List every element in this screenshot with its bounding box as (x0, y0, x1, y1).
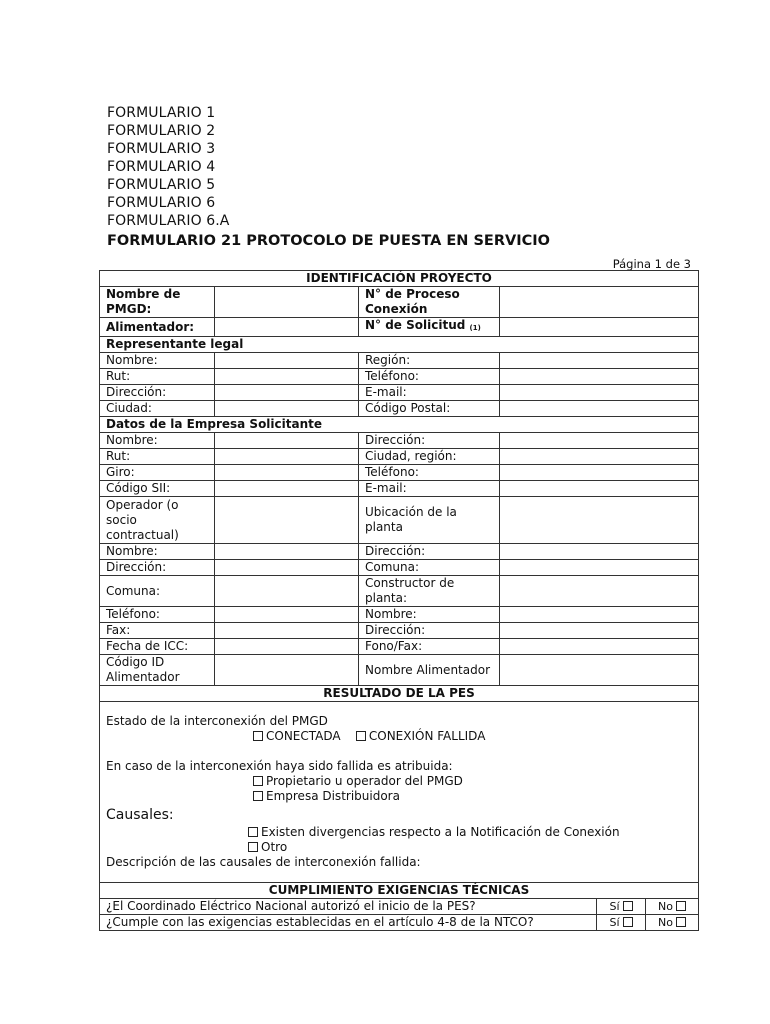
field-alimentador[interactable] (215, 318, 359, 337)
checkbox-otro[interactable] (248, 842, 258, 852)
atribuida-label: En caso de la interconexión haya sido fallida es atribuida: (106, 759, 453, 773)
descripcion-label: Descripción de las causales de interconexión fallida: (106, 855, 421, 869)
label-pl-direccion: Dirección: (359, 544, 500, 560)
checkbox-propietario[interactable] (253, 776, 263, 786)
checkbox-conexion-fallida[interactable] (356, 731, 366, 741)
checkbox-yes-coordinado[interactable] (623, 901, 633, 911)
field-con-fono-fax[interactable] (500, 639, 699, 655)
no-label: No (658, 900, 673, 913)
label-ubicacion-planta: Ubicación de la planta (359, 497, 500, 544)
option-otro-label: Otro (261, 840, 288, 854)
label-operador: Operador (o socio contractual) (100, 497, 215, 544)
field-emp-rut[interactable] (215, 449, 359, 465)
yes-label: Sí (609, 900, 620, 913)
section-identificacion-heading: IDENTIFICACIÓN PROYECTO (100, 271, 699, 287)
field-op-direccion[interactable] (215, 560, 359, 576)
section-representante-heading: Representante legal (100, 337, 699, 353)
checkbox-conectada[interactable] (253, 731, 263, 741)
field-pl-comuna[interactable] (500, 560, 699, 576)
field-emp-direccion[interactable] (500, 433, 699, 449)
question-ntco: ¿Cumple con las exigencias establecidas en el artículo 4-8 de la NTCO? (100, 915, 597, 931)
field-op-comuna[interactable] (215, 576, 359, 607)
field-con-direccion[interactable] (500, 623, 699, 639)
field-rep-codigo-postal[interactable] (500, 401, 699, 417)
checkbox-yes-ntco[interactable] (623, 917, 633, 927)
label-solicitud (359, 318, 500, 337)
causales-label: Causales: (106, 807, 174, 823)
field-op-fax[interactable] (215, 623, 359, 639)
question-coordinado: ¿El Coordinado Eléctrico Nacional autorizó el inicio de la PES? (100, 899, 597, 915)
label-rep-direccion: Dirección: (100, 385, 215, 401)
field-emp-telefono[interactable] (500, 465, 699, 481)
label-pl-comuna: Comuna: (359, 560, 500, 576)
field-emp-ciudad-region[interactable] (500, 449, 699, 465)
label-rep-nombre: Nombre: (100, 353, 215, 369)
label-rep-telefono: Teléfono: (359, 369, 500, 385)
option-propietario (106, 774, 692, 789)
answer-yes-ntco[interactable] (597, 915, 646, 931)
label-constructor-planta: Constructor de planta: (359, 576, 500, 607)
option-conexion-fallida-label: CONEXIÓN FALLIDA (368, 729, 486, 743)
label-codigo-id-alimentador: Código ID Alimentador (100, 655, 215, 686)
option-otro (106, 840, 692, 855)
field-emp-email[interactable] (500, 481, 699, 497)
option-divergencias (106, 825, 692, 840)
label-nombre-pmgd: Nombre de PMGD: (100, 287, 215, 318)
label-alimentador: Alimentador: (100, 318, 215, 337)
field-con-nombre[interactable] (500, 607, 699, 623)
footnote-marker: (1) (469, 324, 481, 332)
field-solicitud[interactable] (500, 318, 699, 337)
estado-options (106, 729, 692, 744)
checkbox-no-coordinado[interactable] (676, 901, 686, 911)
estado-label: Estado de la interconexión del PMGD (106, 714, 328, 728)
option-divergencias-label: Existen divergencias respecto a la Notificación de Conexión (261, 825, 620, 839)
page-number: Página 1 de 3 (612, 257, 691, 271)
resultado-panel (100, 702, 699, 883)
formulario-3: FORMULARIO 3 (107, 141, 216, 157)
field-rep-region[interactable] (500, 353, 699, 369)
formulario-6: FORMULARIO 6 (107, 195, 216, 211)
label-con-direccion: Dirección: (359, 623, 500, 639)
field-nombre-pmgd[interactable] (215, 287, 359, 318)
field-constructor-planta[interactable] (500, 576, 699, 607)
label-con-nombre: Nombre: (359, 607, 500, 623)
label-rep-email: E-mail: (359, 385, 500, 401)
field-emp-codigo-sii[interactable] (215, 481, 359, 497)
label-rep-codigo-postal: Código Postal: (359, 401, 500, 417)
field-emp-nombre[interactable] (215, 433, 359, 449)
no-label: No (658, 916, 673, 929)
field-ubicacion-planta[interactable] (500, 497, 699, 544)
label-op-nombre: Nombre: (100, 544, 215, 560)
field-rep-email[interactable] (500, 385, 699, 401)
formulario-2: FORMULARIO 2 (107, 123, 216, 139)
option-empresa-label: Empresa Distribuidora (266, 789, 400, 803)
field-pl-direccion[interactable] (500, 544, 699, 560)
label-solicitud-text: N° de Solicitud (365, 318, 466, 332)
section-empresa-heading: Datos de la Empresa Solicitante (100, 417, 699, 433)
option-conectada-label: CONECTADA (266, 729, 341, 743)
option-empresa (106, 789, 692, 804)
field-rep-ciudad[interactable] (215, 401, 359, 417)
field-rep-direccion[interactable] (215, 385, 359, 401)
label-rep-rut: Rut: (100, 369, 215, 385)
field-proceso-conexion[interactable] (500, 287, 699, 318)
label-emp-telefono: Teléfono: (359, 465, 500, 481)
field-emp-giro[interactable] (215, 465, 359, 481)
field-fecha-icc[interactable] (215, 639, 359, 655)
option-propietario-label: Propietario u operador del PMGD (266, 774, 463, 788)
form-header-list (107, 104, 550, 251)
field-codigo-id-alimentador[interactable] (215, 655, 359, 686)
label-op-fax: Fax: (100, 623, 215, 639)
label-rep-ciudad: Ciudad: (100, 401, 215, 417)
checkbox-divergencias[interactable] (248, 827, 258, 837)
field-operador[interactable] (215, 497, 359, 544)
label-con-fono-fax: Fono/Fax: (359, 639, 500, 655)
protocol-form-table (99, 270, 699, 931)
page-title: FORMULARIO 21 PROTOCOLO DE PUESTA EN SERVICIO (107, 233, 550, 249)
field-rep-telefono[interactable] (500, 369, 699, 385)
label-emp-email: E-mail: (359, 481, 500, 497)
label-emp-ciudad-region: Ciudad, región: (359, 449, 500, 465)
formulario-5: FORMULARIO 5 (107, 177, 216, 193)
field-rep-nombre[interactable] (215, 353, 359, 369)
field-op-telefono[interactable] (215, 607, 359, 623)
yes-label: Sí (609, 916, 620, 929)
answer-yes-coordinado[interactable] (597, 899, 646, 915)
formulario-4: FORMULARIO 4 (107, 159, 216, 175)
formulario-6a: FORMULARIO 6.A (107, 213, 230, 229)
label-fecha-icc: Fecha de ICC: (100, 639, 215, 655)
label-emp-giro: Giro: (100, 465, 215, 481)
answer-no-coordinado[interactable] (646, 899, 699, 915)
label-op-comuna: Comuna: (100, 576, 215, 607)
label-op-telefono: Teléfono: (100, 607, 215, 623)
label-emp-codigo-sii: Código SII: (100, 481, 215, 497)
label-nombre-alimentador: Nombre Alimentador (359, 655, 500, 686)
answer-no-ntco[interactable] (646, 915, 699, 931)
section-cumplimiento-heading: CUMPLIMIENTO EXIGENCIAS TÉCNICAS (100, 883, 699, 899)
label-emp-nombre: Nombre: (100, 433, 215, 449)
label-rep-region: Región: (359, 353, 500, 369)
label-proceso-conexion: N° de Proceso Conexión (359, 287, 500, 318)
formulario-1: FORMULARIO 1 (107, 105, 216, 121)
checkbox-empresa-distribuidora[interactable] (253, 791, 263, 801)
label-op-direccion: Dirección: (100, 560, 215, 576)
checkbox-no-ntco[interactable] (676, 917, 686, 927)
field-op-nombre[interactable] (215, 544, 359, 560)
field-nombre-alimentador[interactable] (500, 655, 699, 686)
label-emp-direccion: Dirección: (359, 433, 500, 449)
field-rep-rut[interactable] (215, 369, 359, 385)
label-emp-rut: Rut: (100, 449, 215, 465)
section-resultado-heading: RESULTADO DE LA PES (100, 686, 699, 702)
